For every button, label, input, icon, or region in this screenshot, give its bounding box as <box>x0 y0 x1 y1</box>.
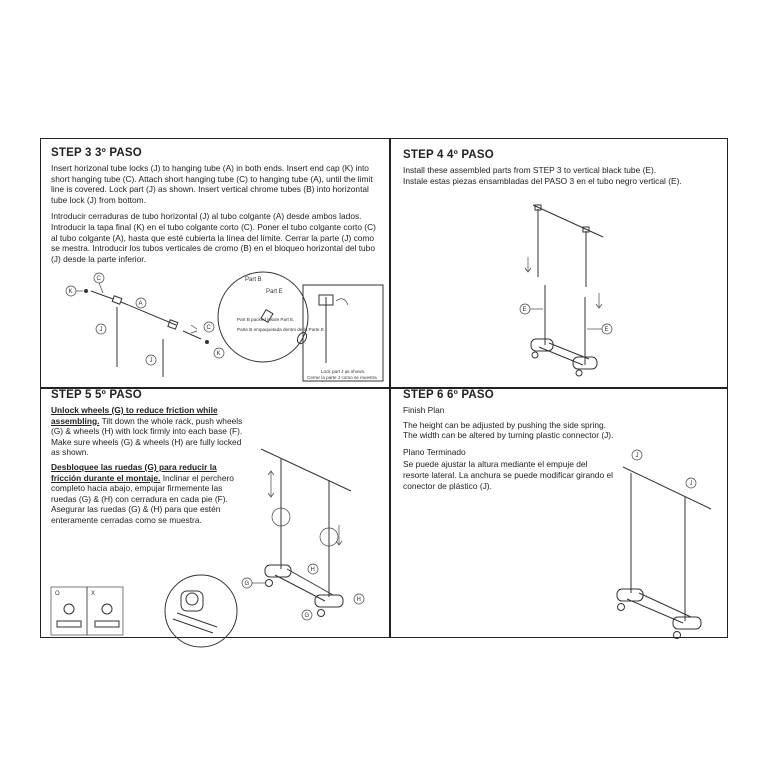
step4-panel <box>403 149 723 385</box>
note-packed-en: Part B packed inside Part E. <box>237 317 295 322</box>
step5-diagram <box>51 419 383 635</box>
step6-panel <box>403 389 723 635</box>
label-g-1: G <box>244 581 250 587</box>
step5-title: STEP 5 5º PASO <box>51 389 142 401</box>
lock-caption-en: Lock part J as shown. <box>321 369 366 374</box>
step3-panel <box>51 147 383 385</box>
step5-panel <box>51 389 383 635</box>
note-packed-es: Parte B empaquetada dentro de la Parte E. <box>237 327 326 332</box>
step6-text-en-1: The height can be adjusted by pushing the side spring. <box>403 419 606 430</box>
step6-text-es: Se puede ajustar la altura mediante el empuje del resorte lateral. La anchura se puede modificar girando el conector de plástico (J). <box>403 459 613 491</box>
label-g-2: G <box>304 613 310 619</box>
step4-title: STEP 4 4º PASO <box>403 149 494 161</box>
step3-title: STEP 3 3º PASO <box>51 147 142 159</box>
label-c-1: C <box>96 276 101 282</box>
step3-diagram <box>51 267 383 385</box>
label-no: X <box>91 591 96 597</box>
step5-text-en: Tilt down the whole rack, push wheels (G) & wheels (H) with lock firmly into each base (F). Make sure wheels (G) & wheels (H) are fully locked as shown. <box>51 415 243 458</box>
label-k-2: K <box>216 351 221 357</box>
wheel-detail-circle <box>165 575 237 647</box>
label-j-6b: J <box>689 481 693 487</box>
lock-detail-box <box>303 285 383 381</box>
label-j-2: J <box>149 358 153 364</box>
label-e-1: E <box>522 307 527 313</box>
step5-heading-en: Unlock wheels (G) to reduce friction while assembling. <box>51 405 218 426</box>
label-ok: O <box>55 591 60 597</box>
label-k-1: K <box>68 289 73 295</box>
step3-text-en: Insert horizonal tube locks (J) to hanging tube (A) in both ends. Insert end cap (K) into short hanging tube (C). Attach short hanging tube (C) to hanging tube (A), until the limit line is covered. Lock part (J) as shown. Insert vertical chrome tubes (B) into horizontal tube lock (J) from bottom. <box>51 163 373 205</box>
lock-caption-es: Cerrar la parte J como se muestra <box>307 375 377 380</box>
step4-text-es: Instale estas piezas ensambladas del PASO 3 en el tubo negro vertical (E). <box>403 175 682 186</box>
step5-text-es: Inclinar el perchero completo hacia abajo, empujar firmemente las ruedas (G) & (H) con cerradura en cada pie (F). Asegurar las ruedas (G) & (H) para que estén enteramente cerradas como se muestra. <box>51 472 234 525</box>
label-part-e: Part E <box>266 289 283 295</box>
step3-text-es: Introducir cerraduras de tubo horizontal (J) al tubo colgante (A) desde ambos lados. Introducir la tapa final (K) en el tubo colgante corto (C). Poner el tubo colgante corto (C) al tubo colgante (A), hasta que esté cubierta la línea del límite. Cerrar la parte (J) como se mestra. Introducir los tubos verticales de cromo (B) en el bloqueo horizontal del tubo (J) desde la parte inferior. <box>51 211 376 264</box>
label-j-1: J <box>99 327 103 333</box>
step4-text-en: Install these assembled parts from STEP 3 to vertical black tube (E). <box>403 165 657 175</box>
instruction-sheet <box>40 138 728 638</box>
label-part-b: Part B <box>245 277 262 283</box>
step6-plan-es: Plano Terminado <box>403 446 466 457</box>
label-h-2: H <box>356 597 361 603</box>
step5-heading-es: Desbloquee las ruedas (G) para reducir la fricción durante el montaje. <box>51 461 217 483</box>
label-a: A <box>138 301 143 307</box>
label-c-2: C <box>206 325 211 331</box>
step6-diagram <box>603 449 719 635</box>
label-j-6a: J <box>635 453 639 459</box>
step4-diagram <box>503 197 623 383</box>
step6-text-en-2: The width can be altered by turning plastic connector (J). <box>403 430 614 441</box>
step6-plan-en: Finish Plan <box>403 405 445 415</box>
step6-title: STEP 6 6º PASO <box>403 389 494 401</box>
label-h-1: H <box>310 567 315 573</box>
label-e-2: E <box>604 327 609 333</box>
